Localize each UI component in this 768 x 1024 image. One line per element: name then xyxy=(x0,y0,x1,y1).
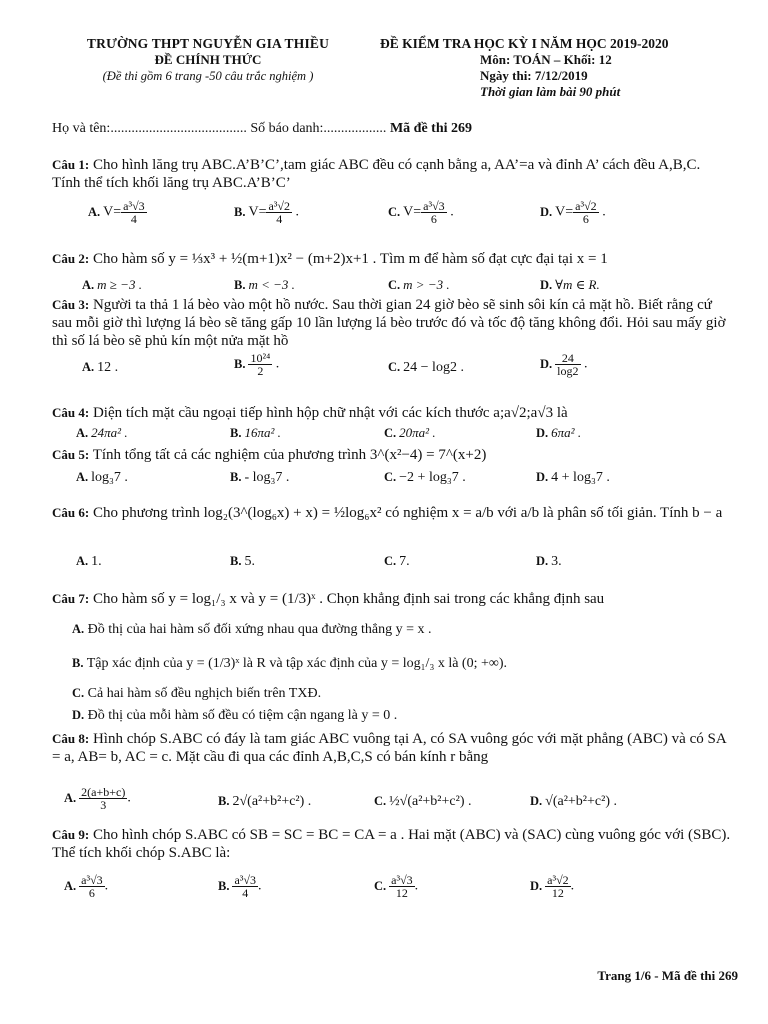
exam-date: Ngày thi: 7/12/2019 xyxy=(480,68,588,83)
option-a: A. Đồ thị của hai hàm số đối xứng nhau qua đường thẳng y = x . xyxy=(72,622,432,637)
question-label: Câu 1: xyxy=(52,157,90,172)
option-c: C. 7. xyxy=(384,554,410,569)
question-text: Diện tích mặt cầu ngoại tiếp hình hộp chữ nhật với các kích thước a;a√2;a√3 là xyxy=(92,405,568,421)
option-d: D. 4 + log₃7 . xyxy=(536,470,610,485)
option-c: C. −2 + log₃7 . xyxy=(384,470,466,485)
student-info xyxy=(52,121,472,137)
question-4 xyxy=(52,404,732,440)
option-b: B. Tập xác định của y = (1/3)ˣ là R và tập xác định của y = log₁/₃ x là (0; +∞). xyxy=(72,656,508,671)
option-c: C. $\frac{\text{a³√3}}{12}$ . xyxy=(374,873,419,900)
question-label: Câu 8: xyxy=(52,731,90,746)
option-c: C. m > −3 . xyxy=(388,277,450,292)
exam-title: ĐỀ KIỂM TRA HỌC KỲ I NĂM HỌC 2019-2020 xyxy=(380,36,669,51)
option-c: C. ½√(a²+b²+c²) . xyxy=(374,794,472,809)
option-a: A. 1. xyxy=(76,554,102,569)
option-a: A. V= $\frac{\text{a³√3}}{4}$ xyxy=(88,199,145,226)
option-a: A. 12 . xyxy=(82,360,119,375)
option-b: B. - log₃7 . xyxy=(230,470,290,485)
page-footer: Trang 1/6 - Mã đề thi 269 xyxy=(597,968,738,983)
question-1 xyxy=(52,156,732,226)
id-field: Số báo danh:.................. xyxy=(250,121,387,136)
question-text: Cho hình chóp S.ABC có SB = SC = BC = CA = a . Hai mặt (ABC) và (SAC) cùng vuông góc với (SBC). Thể tích khối chóp S.ABC là: xyxy=(52,827,731,861)
option-d: D. 6πa² . xyxy=(536,425,582,440)
question-label: Câu 2: xyxy=(52,251,90,266)
question-text: Cho hình lăng trụ ABC.A’B’C’,tam giác ABC đều có cạnh bằng a, AA’=a và đỉnh A’ cách đều A,B,C. Tính thể tích khối lăng trụ ABC.A’B’C’ xyxy=(52,157,701,191)
question-text: Cho hàm số y = log₁/₃ x và y = (1/3)ˣ . Chọn khẳng định sai trong các khẳng định sau xyxy=(92,591,605,607)
option-c: C. 24 − log2 . xyxy=(388,360,464,375)
official-label: ĐỀ CHÍNH THỨC xyxy=(154,52,262,67)
question-text: Cho hàm số y = ⅓x³ + ½(m+1)x² − (m+2)x+1 . Tìm m để hàm số đạt cực đại tại x = 1 xyxy=(92,251,608,267)
option-d: D. 3. xyxy=(536,554,562,569)
option-c: C. V= $\frac{\text{a³√3}}{6}$ . xyxy=(388,199,454,226)
question-text: Tính tổng tất cả các nghiệm của phương trình 3^(x²−4) = 7^(x+2) xyxy=(92,447,487,463)
option-c: C. 20πa² . xyxy=(384,425,436,440)
exam-code: Mã đề thi 269 xyxy=(389,121,472,136)
option-b: B. $\frac{\text{a³√3}}{4}$ . xyxy=(218,873,262,900)
option-d: D. ∀m ∈ R. xyxy=(540,277,600,292)
question-5 xyxy=(52,446,732,485)
option-a: A. 24πa² . xyxy=(76,425,128,440)
question-8 xyxy=(52,730,732,812)
question-text: Hình chóp S.ABC có đáy là tam giác ABC vuông tại A, có SA vuông góc với mặt phẳng (ABC) và có SA = a, AB= b, AC = c. Mặt cầu đi qua các đỉnh A,B,C,S có bán kính r bằng xyxy=(52,731,726,765)
header-right xyxy=(380,36,750,100)
question-3 xyxy=(52,296,732,378)
option-d: D. √(a²+b²+c²) . xyxy=(530,794,617,809)
page-note: (Đề thi gồm 6 trang -50 câu trắc nghiệm ) xyxy=(102,69,314,83)
question-2 xyxy=(52,250,732,292)
question-label: Câu 3: xyxy=(52,297,90,312)
option-b: B. 16πa² . xyxy=(230,425,281,440)
option-b: B. m < −3 . xyxy=(234,277,295,292)
option-d: D. $\frac{24}{\log 2}$ . xyxy=(540,351,588,378)
option-a: A. m ≥ −3 . xyxy=(82,277,142,292)
school-name: TRƯỜNG THPT NGUYỄN GIA THIỀU xyxy=(86,36,330,51)
question-label: Câu 7: xyxy=(52,591,90,606)
question-text: Cho phương trình log₂(3^(log₆x) + x) = ½log₆x² có nghiệm x = a/b với a/b là phân số tối giản. Tính b − a xyxy=(92,505,723,521)
exam-duration: Thời gian làm bài 90 phút xyxy=(480,84,621,99)
question-text: Người ta thả 1 lá bèo vào một hồ nước. Sau thời gian 24 giờ bèo sẽ sinh sôi kín cả mặt hồ. Biết rằng cứ sau mỗi giờ thì lượng lá bèo sẽ tăng gấp 10 lần lượng lá bèo trước đó và tốc độ tăng không đổi. Hỏi sau mấy giờ thì số lá bèo sẽ phủ kín một nửa mặt hồ xyxy=(52,297,726,349)
option-d: D. $\frac{\text{a³√2}}{12}$ . xyxy=(530,873,575,900)
option-d: D. Đồ thị của mỗi hàm số đều có tiệm cận ngang là y = 0 . xyxy=(72,708,398,723)
question-label: Câu 4: xyxy=(52,405,90,420)
option-a: A. log₃7 . xyxy=(76,470,128,485)
option-b: B. 5. xyxy=(230,554,255,569)
option-b: B. V= $\frac{\text{a³√2}}{4}$ . xyxy=(234,199,299,226)
subject: Môn: TOÁN – Khối: 12 xyxy=(480,52,612,67)
option-c: C. Cả hai hàm số đều nghịch biến trên TXĐ. xyxy=(72,686,322,701)
question-label: Câu 9: xyxy=(52,827,90,842)
header-left xyxy=(58,36,358,84)
question-6 xyxy=(52,504,732,569)
question-7 xyxy=(52,590,732,608)
option-a: A. $\frac{\text{a³√3}}{6}$ . xyxy=(64,873,109,900)
option-d: D. V= $\frac{\text{a³√2}}{6}$ . xyxy=(540,199,606,226)
question-label: Câu 6: xyxy=(52,505,90,520)
option-b: B. 2√(a²+b²+c²) . xyxy=(218,794,312,809)
question-9 xyxy=(52,826,732,900)
name-field: Họ và tên:....................................... xyxy=(52,121,247,136)
question-label: Câu 5: xyxy=(52,447,90,462)
option-a: A. $\frac{2(a+b+c)}{3}$ . xyxy=(64,785,131,812)
option-b: B. $\frac{\text{10²⁴}}{2}$ . xyxy=(234,351,280,378)
